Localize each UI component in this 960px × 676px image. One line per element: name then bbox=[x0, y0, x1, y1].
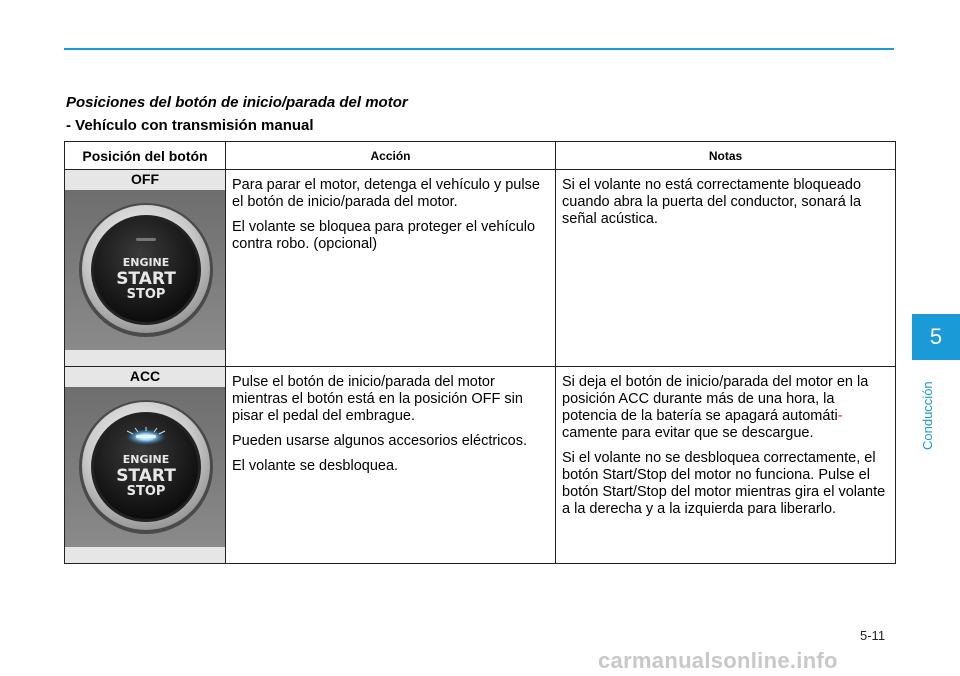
chapter-name: Conducción bbox=[920, 381, 935, 450]
chapter-number-tab: 5 bbox=[912, 314, 960, 360]
button-text-line2: START bbox=[116, 466, 176, 486]
action-text: El volante se bloquea para proteger el vehículo contra robo. (opcional) bbox=[232, 219, 536, 252]
button-text-line3: STOP bbox=[126, 287, 166, 302]
action-cell bbox=[226, 170, 556, 367]
notes-text-part: Si deja el botón de inicio/parada del motor en la posición ACC durante más de una hora, la potencia de la batería se apagará automáti bbox=[562, 374, 869, 424]
notes-text: Si el volante no está correctamente bloqueado cuando abra la puerta del conductor, sonará la señal acústica. bbox=[562, 177, 862, 227]
action-text: El volante se desbloquea. bbox=[232, 458, 399, 474]
action-text: Pulse el botón de inicio/parada del motor mientras el botón está en la posición OFF sin pisar el pedal del embrague. bbox=[232, 374, 523, 424]
table-row bbox=[65, 170, 896, 367]
header-rule bbox=[64, 48, 894, 50]
button-text-line2: START bbox=[116, 269, 176, 289]
button-text-line1: ENGINE bbox=[122, 256, 170, 269]
page-number: 5-11 bbox=[860, 628, 886, 643]
button-text-line3: STOP bbox=[126, 484, 166, 499]
action-text: Para parar el motor, detenga el vehículo y pulse el botón de inicio/parada del motor. bbox=[232, 177, 540, 210]
notes-cell bbox=[556, 367, 896, 564]
position-cell bbox=[65, 170, 226, 367]
action-text: Pueden usarse algunos accesorios eléctricos. bbox=[232, 433, 527, 449]
position-cell bbox=[65, 367, 226, 564]
header-action: Acción bbox=[226, 142, 556, 170]
table-row bbox=[65, 367, 896, 564]
engine-start-stop-button-off-image bbox=[65, 190, 225, 350]
notes-cell bbox=[556, 170, 896, 367]
subtitle: - Vehículo con transmisión manual bbox=[66, 117, 314, 134]
notes-text-part: camente para evitar que se descargue. bbox=[562, 425, 814, 441]
start-stop-positions-table bbox=[64, 141, 896, 564]
table-header-row bbox=[65, 142, 896, 170]
notes-text: Si el volante no se desbloquea correctamente, el botón Start/Stop del motor no funciona. Pulse el botón Start/Stop del motor mientras gira el volante a la derecha y a la izquierda para liberarlo. bbox=[562, 450, 886, 517]
hyphenation-mark: - bbox=[837, 408, 843, 424]
position-label: ACC bbox=[65, 367, 225, 387]
button-text-line1: ENGINE bbox=[122, 453, 170, 466]
section-title: Posiciones del botón de inicio/parada del motor bbox=[66, 94, 408, 111]
header-notes: Notas bbox=[556, 142, 896, 170]
header-position: Posición del botón bbox=[65, 142, 226, 170]
position-label: OFF bbox=[65, 170, 225, 190]
action-cell bbox=[226, 367, 556, 564]
notes-text bbox=[562, 374, 888, 442]
engine-start-stop-button-acc-image bbox=[65, 387, 225, 547]
watermark-text: carmanualsonline.info bbox=[598, 648, 838, 673]
